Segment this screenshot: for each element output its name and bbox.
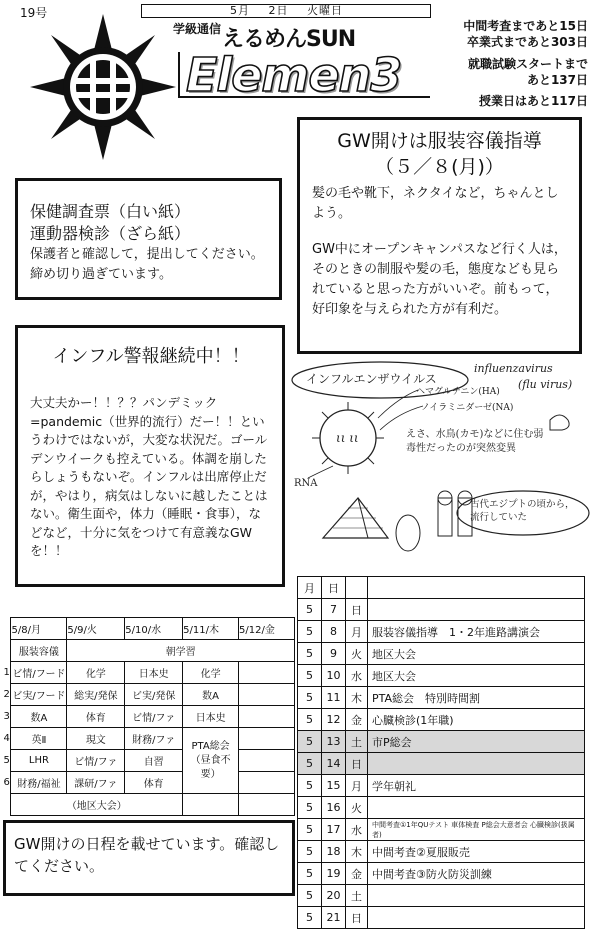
calendar-month: 5 <box>298 643 322 665</box>
rna-label: RNA <box>294 478 318 489</box>
calendar-event: 中間考査②夏服販売 <box>368 841 585 863</box>
schedule-row: 3 数A 体育 ビ情/ファ 日本史 <box>3 706 295 728</box>
schedule-row: 5 LHR ビ情/ファ 自習 <box>3 750 295 772</box>
notice-health <box>15 178 282 300</box>
calendar-event <box>368 907 585 929</box>
calendar-header-row: 月 日 <box>298 577 585 599</box>
na-label: ノイラミニダーゼ(NA) <box>421 403 514 413</box>
flu-virus-label: (flu virus) <box>518 378 573 391</box>
virus-label: インフルエンザウイルス <box>306 372 437 386</box>
calendar-month: 5 <box>298 665 322 687</box>
calendar-day: 15 <box>322 775 346 797</box>
calendar-row <box>298 863 585 885</box>
issue-date: 5月 2日 火曜日 <box>141 4 431 18</box>
calendar-weekday: 土 <box>346 731 368 753</box>
calendar-weekday: 金 <box>346 863 368 885</box>
calendar-row <box>298 643 585 665</box>
calendar-day: 12 <box>322 709 346 731</box>
gw-dress-para2: GW中にオープンキャンパスなど行く人は，そのときの制服や髪の毛，態度なども見られていると思った方がいいぞ。前もって，好印象を与えられた方が有利だ。 <box>312 242 567 317</box>
calendar-month: 5 <box>298 841 322 863</box>
calendar-row <box>298 775 585 797</box>
calendar-event: 服装容儀指導 1・2年進路講演会 <box>368 621 585 643</box>
calendar-day: 9 <box>322 643 346 665</box>
calendar-day: 20 <box>322 885 346 907</box>
schedule-row: 4 英Ⅱ 現文 財務/ファ PTA総会（昼食不要） <box>3 728 295 750</box>
notice-influenza <box>15 325 285 587</box>
weekly-schedule-table <box>3 617 295 816</box>
calendar-month: 5 <box>298 819 322 841</box>
mutation-note: えさ、水鳥(カモ)などに住む弱毒性だったのが突然変異 <box>406 429 544 454</box>
calendar-event <box>368 753 585 775</box>
schedule-row: 服装容儀 朝学習 <box>3 640 295 662</box>
gw-dress-para1: 髪の毛や靴下，ネクタイなど，ちゃんとしよう。 <box>312 186 559 221</box>
schedule-row: 1 ビ情/フード 化学 日本史 化学 <box>3 662 295 684</box>
calendar-row <box>298 819 585 841</box>
calendar-day: 14 <box>322 753 346 775</box>
calendar-table <box>297 576 585 929</box>
calendar-row <box>298 709 585 731</box>
calendar-weekday: 日 <box>346 907 368 929</box>
calendar-event: PTA総会 特別時間割 <box>368 687 585 709</box>
calendar-event <box>368 797 585 819</box>
schedule-row: （地区大会） <box>3 794 295 816</box>
calendar-row <box>298 665 585 687</box>
calendar-row <box>298 731 585 753</box>
calendar-event: 中間考査③防火防災訓練 <box>368 863 585 885</box>
calendar-month: 5 <box>298 753 322 775</box>
calendar-day: 8 <box>322 621 346 643</box>
sun-logo-icon <box>28 12 178 162</box>
ha-label: ヘマグルチニン(HA) <box>416 387 500 397</box>
newsletter-title-kana: えるめんSUN <box>222 27 356 52</box>
calendar-weekday: 月 <box>346 775 368 797</box>
issue-number: 19号 <box>20 6 48 20</box>
countdown-job-exam: 就職試験スタートまで <box>467 57 588 71</box>
gw-dress-heading: GW開けは服装容儀指導 <box>337 130 542 152</box>
day-header: 5/9/火 <box>67 618 125 640</box>
calendar-event: 地区大会 <box>368 643 585 665</box>
countdown-midterm: 中間考査まであと15日 <box>463 19 588 33</box>
schedule-row: 2 ビ実/フード 総実/発保 ビ実/発保 数A <box>3 684 295 706</box>
calendar-weekday: 土 <box>346 885 368 907</box>
calendar-weekday: 火 <box>346 797 368 819</box>
calendar-month: 5 <box>298 687 322 709</box>
influenza-body: 大丈夫かー！！？？パンデミック=pandemic（世界的流行）だー！！というわけではないが，大変な状況だ。ゴールデンウイークも控えている。体調を崩したらしょうもないぞ。インフルは出席停止だが，やはり，病気はしないに越したことはない。衛生面や，体力（睡眠・食事），などなど，十分に気をつけて有意義なGWを！！ <box>30 395 268 558</box>
gw-note: GW開けの日程を載せています。確認してください。 <box>3 820 295 896</box>
svg-text:ιι ιι: ιι ιι <box>336 431 359 445</box>
calendar-day: 17 <box>322 819 346 841</box>
egypt-note: 古代エジプトの頃から，流行していた <box>470 499 575 523</box>
calendar-row <box>298 907 585 929</box>
calendar-month: 5 <box>298 775 322 797</box>
calendar-month: 5 <box>298 863 322 885</box>
calendar-event <box>368 599 585 621</box>
calendar-day: 19 <box>322 863 346 885</box>
calendar-day: 18 <box>322 841 346 863</box>
virus-doodle <box>288 358 593 568</box>
calendar-month: 5 <box>298 599 322 621</box>
calendar-day: 13 <box>322 731 346 753</box>
calendar-row <box>298 753 585 775</box>
calendar-day: 10 <box>322 665 346 687</box>
schedule-row: 6 財務/福祉 課研/ファ 体育 <box>3 772 295 794</box>
countdown-list-2 <box>468 56 588 88</box>
calendar-event: 地区大会 <box>368 665 585 687</box>
calendar-day: 21 <box>322 907 346 929</box>
calendar-event <box>368 885 585 907</box>
calendar-weekday: 日 <box>346 753 368 775</box>
health-heading-2: 運動器検診（ざら紙） <box>30 224 191 243</box>
calendar-weekday: 水 <box>346 819 368 841</box>
gw-dress-date: （５／８(月)） <box>375 156 504 178</box>
calendar-row <box>298 885 585 907</box>
calendar-weekday: 月 <box>346 621 368 643</box>
calendar-weekday: 火 <box>346 643 368 665</box>
calendar-month: 5 <box>298 885 322 907</box>
calendar-month: 5 <box>298 797 322 819</box>
newsletter-title: Elemen3 <box>178 52 430 98</box>
calendar-row <box>298 621 585 643</box>
day-header: 5/10/水 <box>125 618 183 640</box>
calendar-month: 5 <box>298 709 322 731</box>
countdown-graduation: 卒業式まであと303日 <box>466 35 588 49</box>
notice-gw-dress <box>297 117 582 354</box>
calendar-row <box>298 687 585 709</box>
virus-label-en: influenzavirus <box>474 362 553 375</box>
calendar-event: 市P総会 <box>368 731 585 753</box>
calendar-day: 7 <box>322 599 346 621</box>
calendar-month: 5 <box>298 731 322 753</box>
day-header: 5/12/金 <box>239 618 295 640</box>
calendar-row <box>298 841 585 863</box>
calendar-weekday: 木 <box>346 687 368 709</box>
countdown-class-days: 授業日はあと117日 <box>478 94 588 108</box>
calendar-event: 中間考査①1年QUテスト 車体検査 P総会大意者会 心臓検診(扱属者) <box>368 819 585 841</box>
health-body: 保護者と確認して，提出してください。締め切り過ぎています。 <box>30 247 264 282</box>
calendar-row <box>298 599 585 621</box>
pta-cell: PTA総会（昼食不要） <box>183 728 239 794</box>
countdown-list <box>463 18 588 50</box>
publication-type: 学級通信 <box>173 22 222 36</box>
calendar-row <box>298 797 585 819</box>
calendar-month: 5 <box>298 907 322 929</box>
day-header: 5/11/木 <box>183 618 239 640</box>
schedule-header-row <box>3 618 295 640</box>
countdown-job-exam-days: あと137日 <box>526 73 588 87</box>
influenza-heading: インフル警報継続中！！ <box>52 346 250 367</box>
calendar-event: 学年朝礼 <box>368 775 585 797</box>
calendar-weekday: 水 <box>346 665 368 687</box>
day-header: 5/8/月 <box>11 618 67 640</box>
calendar-month: 5 <box>298 621 322 643</box>
calendar-day: 16 <box>322 797 346 819</box>
calendar-weekday: 木 <box>346 841 368 863</box>
calendar-weekday: 金 <box>346 709 368 731</box>
calendar-weekday: 日 <box>346 599 368 621</box>
calendar-day: 11 <box>322 687 346 709</box>
health-heading-1: 保健調査票（白い紙） <box>30 202 191 221</box>
calendar-event: 心臓検診(1年職) <box>368 709 585 731</box>
